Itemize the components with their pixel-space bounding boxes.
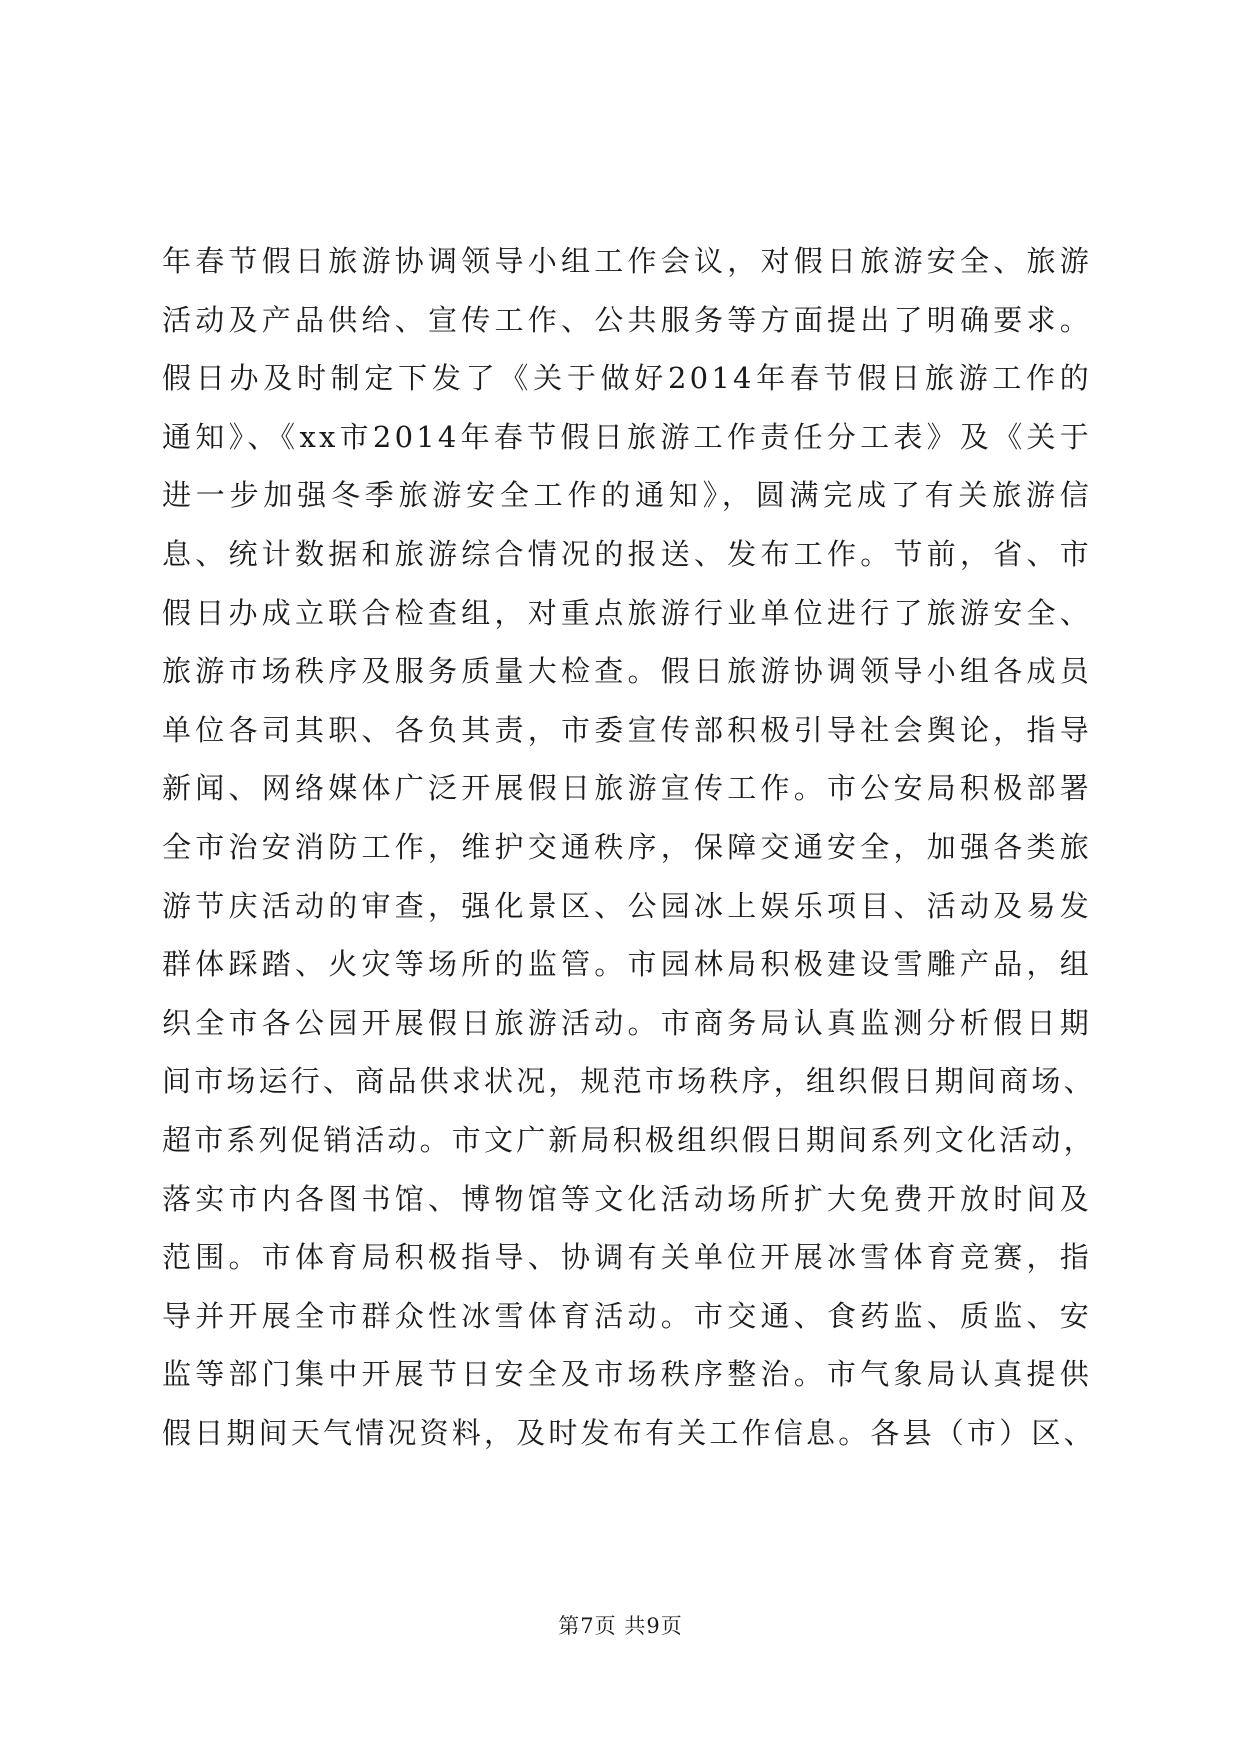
text-line: 间市场运行、商品供求状况，规范市场秩序，组织假日期间商场、	[162, 1064, 1096, 1099]
text-line: 监等部门集中开展节日安全及市场秩序整治。市气象局认真提供	[162, 1357, 1092, 1392]
text-line: 织全市各公园开展假日旅游活动。市商务局认真监测分析假日期	[162, 1005, 1092, 1040]
page-number-footer: 第7页 共9页	[558, 1614, 683, 1638]
text-line: 假日办及时制定下发了《关于做好2014年春节假日旅游工作的	[162, 361, 1092, 396]
text-line: 年春节假日旅游协调领导小组工作会议，对假日旅游安全、旅游	[162, 244, 1092, 278]
text-line: 假日期间天气情况资料，及时发布有关工作信息。各县（市）区、	[162, 1415, 1096, 1450]
text-line: 游节庆活动的审查，强化景区、公园冰上娱乐项目、活动及易发	[162, 888, 1092, 923]
text-line: 范围。市体育局积极指导、协调有关单位开展冰雪体育竞赛，指	[162, 1240, 1092, 1275]
text-line: 超市系列促销活动。市文广新局积极组织假日期间系列文化活动，	[162, 1122, 1096, 1157]
text-line: 全市治安消防工作，维护交通秩序，保障交通安全，加强各类旅	[162, 829, 1092, 864]
text-line: 导并开展全市群众性冰雪体育活动。市交通、食药监、质监、安	[162, 1298, 1092, 1333]
text-line: 单位各司其职、各负其责，市委宣传部积极引导社会舆论，指导	[162, 712, 1092, 747]
text-line: 旅游市场秩序及服务质量大检查。假日旅游协调领导小组各成员	[162, 654, 1092, 689]
text-line: 新闻、网络媒体广泛开展假日旅游宣传工作。市公安局积极部署	[162, 771, 1092, 806]
text-line: 息、统计数据和旅游综合情况的报送、发布工作。节前，省、市	[162, 536, 1092, 571]
text-line: 群体踩踏、火灾等场所的监管。市园林局积极建设雪雕产品，组	[162, 947, 1092, 982]
body-text	[162, 232, 1096, 1462]
text-line: 通知》、《xx市2014年春节假日旅游工作责任分工表》及《关于	[162, 419, 1092, 454]
text-line: 假日办成立联合检查组，对重点旅游行业单位进行了旅游安全、	[162, 595, 1092, 630]
text-line: 进一步加强冬季旅游安全工作的通知》，圆满完成了有关旅游信	[162, 478, 1092, 513]
text-line: 活动及产品供给、宣传工作、公共服务等方面提出了明确要求。	[162, 302, 1092, 337]
text-line: 落实市内各图书馆、博物馆等文化活动场所扩大免费开放时间及	[162, 1181, 1092, 1216]
